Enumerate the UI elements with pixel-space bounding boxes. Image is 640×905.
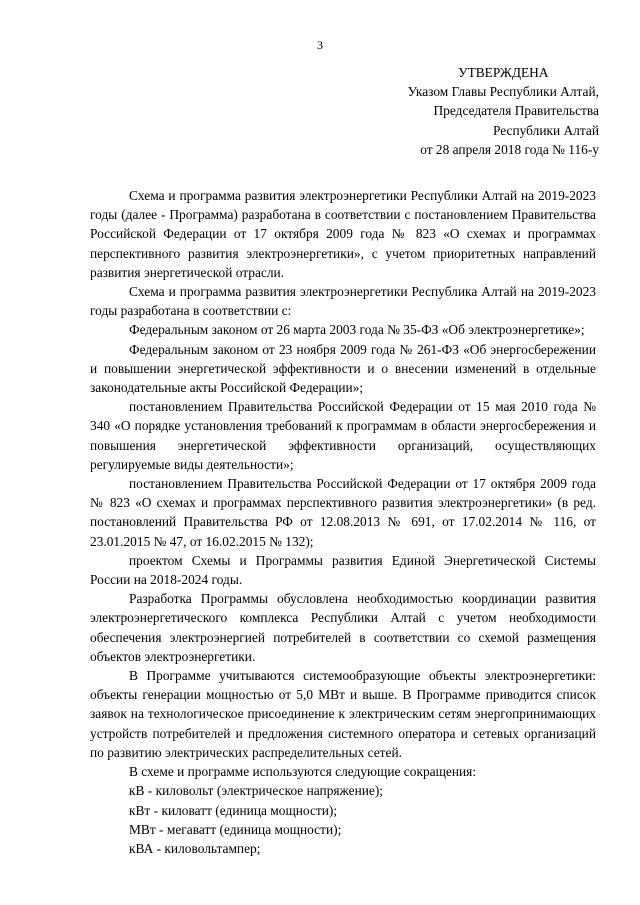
approval-line: Республики Алтай: [492, 122, 599, 138]
paragraph: постановлением Правительства Российской Федерации от 15 мая 2010 года № 340 «О порядке установления требований к программам в области энергосбережения и повышения энергетической эффективности организаций, осуществляющих регулируемые виды деятельности»;: [90, 399, 596, 472]
paragraph: проектом Схемы и Программы развития Единой Энергетической Системы России на 2018-2024 годы.: [90, 552, 596, 588]
abbreviation-item: кВт - киловатт (единица мощности);: [129, 802, 338, 818]
paragraph: Разработка Программы обусловлена необходимостью координации развития электроэнергетического комплекса Республики Алтай с учетом необходимости обеспечения электроэнергией потребителей в соответствии со схемой размещения объектов электроэнергетики.: [90, 591, 596, 664]
paragraph: постановлением Правительства Российской Федерации от 17 октября 2009 года № 823 «О схемах и программах перспективного развития электроэнергетики» (в ред. постановлений Правительства РФ от 12.08.2013 № 691, от 17.02.2014 № 116, от 23.01.2015 № 47, от 16.02.2015 № 132);: [90, 476, 596, 549]
approval-line: Указом Главы Республики Алтай,: [407, 84, 599, 100]
paragraph: Схема и программа развития электроэнергетики Республики Алтай на 2019-2023 годы (далее - Программа) разработана в соответствии с постановлением Правительства Российской Федерации от 17 октября 2009 года № 823 «О схемах и программах перспективного развития электроэнергетики», с учетом приоритетных направлений развития энергетической отрасли.: [90, 188, 596, 280]
approval-block: [408, 63, 599, 159]
paragraph: В Программе учитываются системообразующие объекты электроэнергетики: объекты генерации мощностью от 5,0 МВт и выше. В Программе приводится список заявок на технологическое присоединение к электрическим сетям энергопринимающих устройств потребителей и предложения системного оператора и сетевых организаций по развитию электрических распределительных сетей.: [90, 668, 596, 760]
approval-line: Председателя Правительства: [433, 103, 599, 119]
paragraph: Схема и программа развития электроэнергетики Республика Алтай на 2019-2023 годы разработана в соответствии с:: [90, 284, 596, 319]
approval-title: УТВЕРЖДЕНА: [458, 65, 549, 80]
document-body: [90, 186, 596, 858]
paragraph: В схеме и программе используются следующие сокращения:: [129, 764, 477, 780]
approval-line: от 28 апреля 2018 года № 116-у: [420, 141, 599, 157]
abbreviation-item: МВт - мегаватт (единица мощности);: [129, 821, 342, 837]
abbreviation-item: кВ - киловольт (электрическое напряжение);: [129, 783, 384, 799]
paragraph: Федеральным законом от 26 марта 2003 года № 35-ФЗ «Об электроэнергетике»;: [129, 322, 585, 338]
paragraph: Федеральным законом от 23 ноября 2009 года № 261-ФЗ «Об энергосбережении и повышении энергетической эффективности и о внесении изменений в отдельные законодательные акты Российской Федерации»;: [90, 341, 596, 396]
abbreviation-item: кВА - киловольтампер;: [129, 840, 261, 856]
page-number: 3: [317, 38, 323, 52]
